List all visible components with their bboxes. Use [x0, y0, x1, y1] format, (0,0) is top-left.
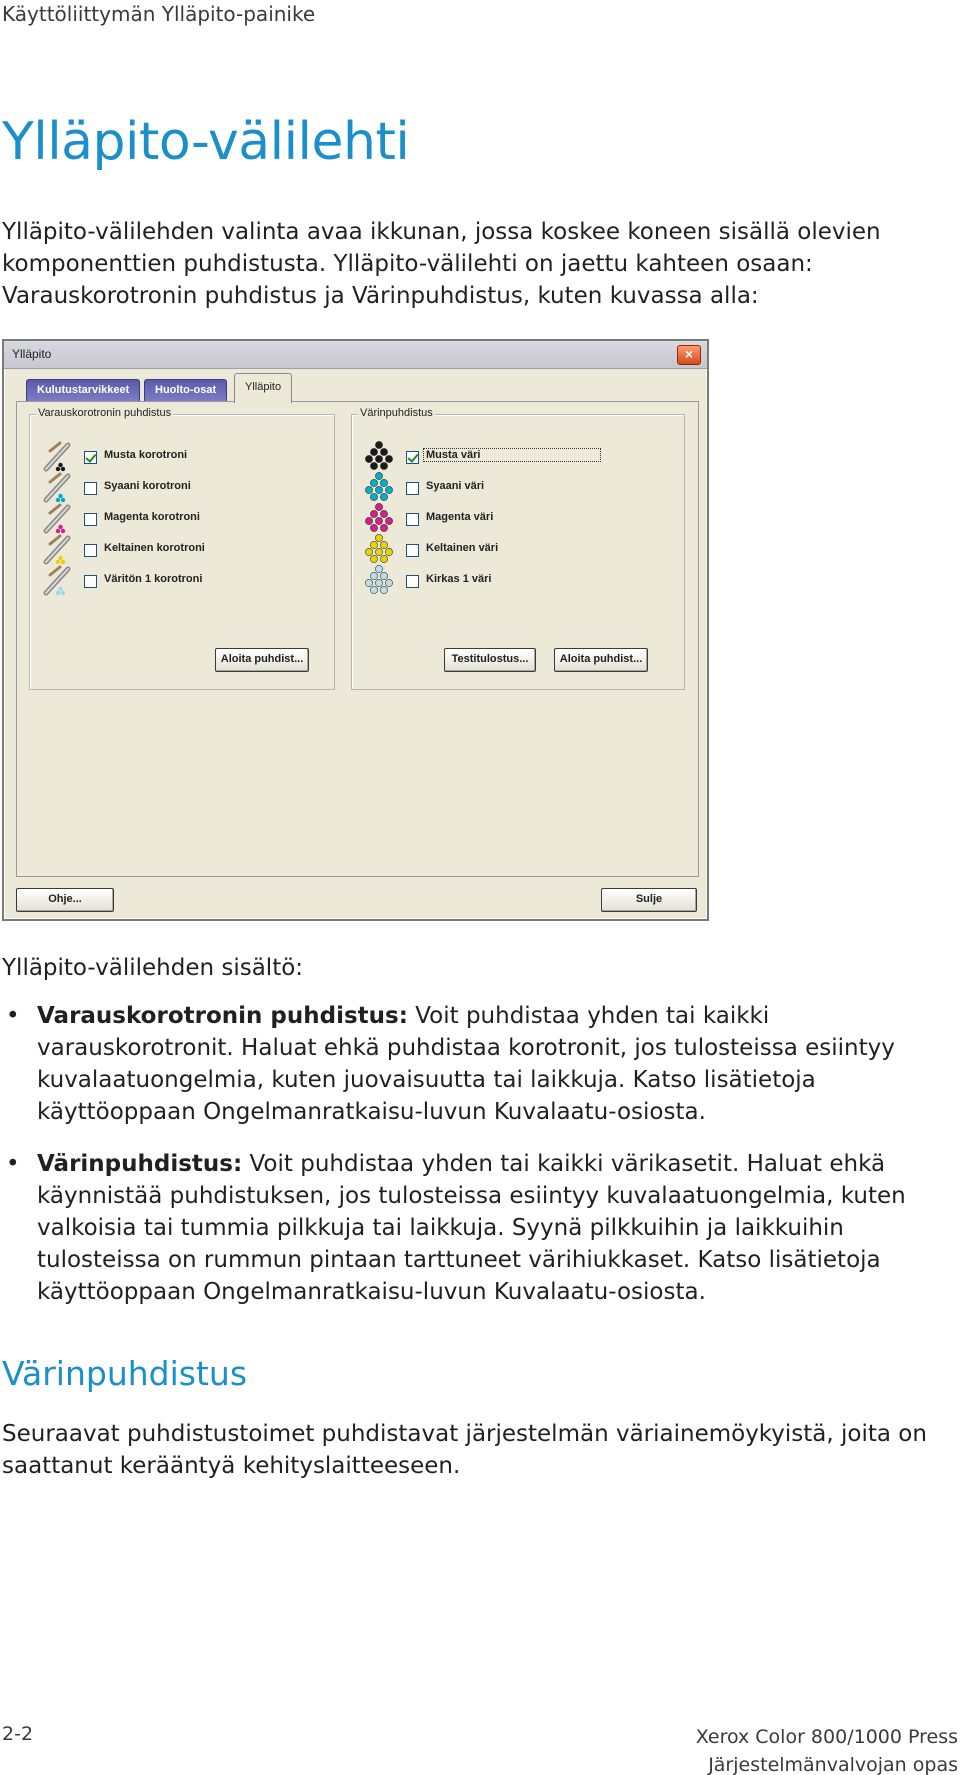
toner-checkbox[interactable] [406, 544, 419, 557]
corotron-row[interactable] [40, 439, 340, 473]
toner-row[interactable] [362, 563, 662, 597]
test-print-button[interactable]: Testitulostus... [444, 648, 536, 672]
bullet-text: Voit puhdistaa yhden tai kaikki varauskorotronit. Haluat ehkä puhdistaa korotronit, jos tulosteissa esiintyy kuvalaatuongelmia, kuten juovaisuutta tai laikkuja. Katso lisätietoja käyttöoppaan Ongelmanratkaisu-luvun Kuvalaatu-osiosta. [37, 1003, 895, 1125]
list-item [2, 1000, 957, 1128]
corotron-cleaning-legend: Varauskorotronin puhdistus [38, 407, 172, 419]
section-title: Värinpuhdistus [2, 1354, 248, 1393]
corotron-label: Magenta korotroni [104, 511, 200, 523]
corotron-label: Väritön 1 korotroni [104, 573, 203, 585]
toner-label: Magenta väri [426, 511, 494, 523]
corotron-row[interactable] [40, 532, 340, 566]
list-item [2, 1148, 957, 1308]
corotron-checkbox[interactable] [84, 513, 97, 526]
maintenance-dialog [2, 339, 709, 921]
tab-panel [16, 401, 699, 877]
footer-product [696, 1723, 958, 1775]
start-toner-cleaning-button[interactable]: Aloita puhdist... [554, 648, 648, 672]
toner-icon [362, 532, 396, 566]
toner-icon [362, 501, 396, 535]
corotron-checkbox[interactable] [84, 544, 97, 557]
toner-checkbox[interactable] [406, 451, 419, 464]
toner-label: Keltainen väri [426, 542, 499, 554]
toner-row[interactable] [362, 501, 662, 535]
tab-maintenance-parts[interactable]: Huolto-osat [144, 379, 227, 401]
bullet-text: Voit puhdistaa yhden tai kaikki värikasetit. Haluat ehkä käynnistää puhdistuksen, jos tulosteissa esiintyy kuvalaatuongelmia, kuten valkoisia tai tummia pilkkuja tai laikkuja. Syynä pilkkuihin ja laikkuihin tulosteissa on rummun pintaan tarttuneet värihiukkaset. Katso lisätietoja käyttöoppaan Ongelmanratkaisu-luvun Kuvalaatu-osiosta. [37, 1151, 906, 1305]
corotron-icon [40, 439, 74, 473]
corotron-cleaning-group [29, 407, 335, 690]
dialog-titlebar [4, 341, 707, 369]
tab-consumables[interactable]: Kulutustarvikkeet [26, 379, 140, 401]
toner-row[interactable] [362, 439, 662, 473]
bullet-term: Värinpuhdistus: [37, 1151, 243, 1177]
toner-label: Musta väri [424, 449, 600, 461]
toner-row[interactable] [362, 470, 662, 504]
corotron-icon [40, 532, 74, 566]
corotron-checkbox[interactable] [84, 575, 97, 588]
corotron-icon [40, 501, 74, 535]
toner-row[interactable] [362, 532, 662, 566]
toner-checkbox[interactable] [406, 513, 419, 526]
tab-maintenance[interactable]: Ylläpito [234, 373, 292, 403]
page-number: 2-2 [2, 1723, 34, 1745]
toner-icon [362, 470, 396, 504]
toner-cleaning-group [351, 407, 685, 690]
help-button[interactable]: Ohje... [16, 888, 114, 912]
corotron-label: Syaani korotroni [104, 480, 191, 492]
toner-checkbox[interactable] [406, 575, 419, 588]
corotron-checkbox[interactable] [84, 482, 97, 495]
intro-paragraph: Ylläpito-välilehden valinta avaa ikkunan, jossa koskee koneen sisällä olevien komponenttien puhdistusta. Ylläpito-välilehti on jaettu kahteen osaan: Varauskorotronin puhdistus ja Värinpuhdistus, kuten kuvassa alla: [2, 219, 881, 309]
toner-icon [362, 439, 396, 473]
corotron-label: Keltainen korotroni [104, 542, 205, 554]
corotron-label: Musta korotroni [104, 449, 188, 461]
product-name: Xerox Color 800/1000 Press [695, 1726, 958, 1748]
toner-label: Syaani väri [426, 480, 485, 492]
dialog-title: Ylläpito [12, 347, 52, 361]
toner-cleaning-legend: Värinpuhdistus [360, 407, 433, 419]
contents-list [2, 1000, 957, 1328]
corotron-row[interactable] [40, 501, 340, 535]
running-head: Käyttöliittymän Ylläpito-painike [2, 2, 316, 26]
corotron-checkbox[interactable] [84, 451, 97, 464]
close-button[interactable]: Sulje [601, 888, 697, 912]
contents-heading: Ylläpito-välilehden sisältö: [2, 955, 304, 981]
section-paragraph: Seuraavat puhdistustoimet puhdistavat järjestelmän väriainemöykyistä, joita on saattanut kerääntyä kehityslaitteeseen. [2, 1421, 927, 1479]
toner-label: Kirkas 1 väri [426, 573, 492, 585]
start-corotron-cleaning-button[interactable]: Aloita puhdist... [215, 648, 309, 672]
corotron-icon [40, 563, 74, 597]
bullet-term: Varauskorotronin puhdistus: [37, 1003, 408, 1029]
bullet-icon: • [6, 1151, 20, 1177]
close-icon[interactable]: × [677, 345, 701, 365]
corotron-icon [40, 470, 74, 504]
bullet-icon: • [6, 1003, 20, 1029]
toner-checkbox[interactable] [406, 482, 419, 495]
corotron-row[interactable] [40, 563, 340, 597]
toner-icon [362, 563, 396, 597]
page-title: Ylläpito-välilehti [2, 112, 410, 172]
corotron-row[interactable] [40, 470, 340, 504]
guide-name: Järjestelmänvalvojan opas [708, 1754, 958, 1775]
